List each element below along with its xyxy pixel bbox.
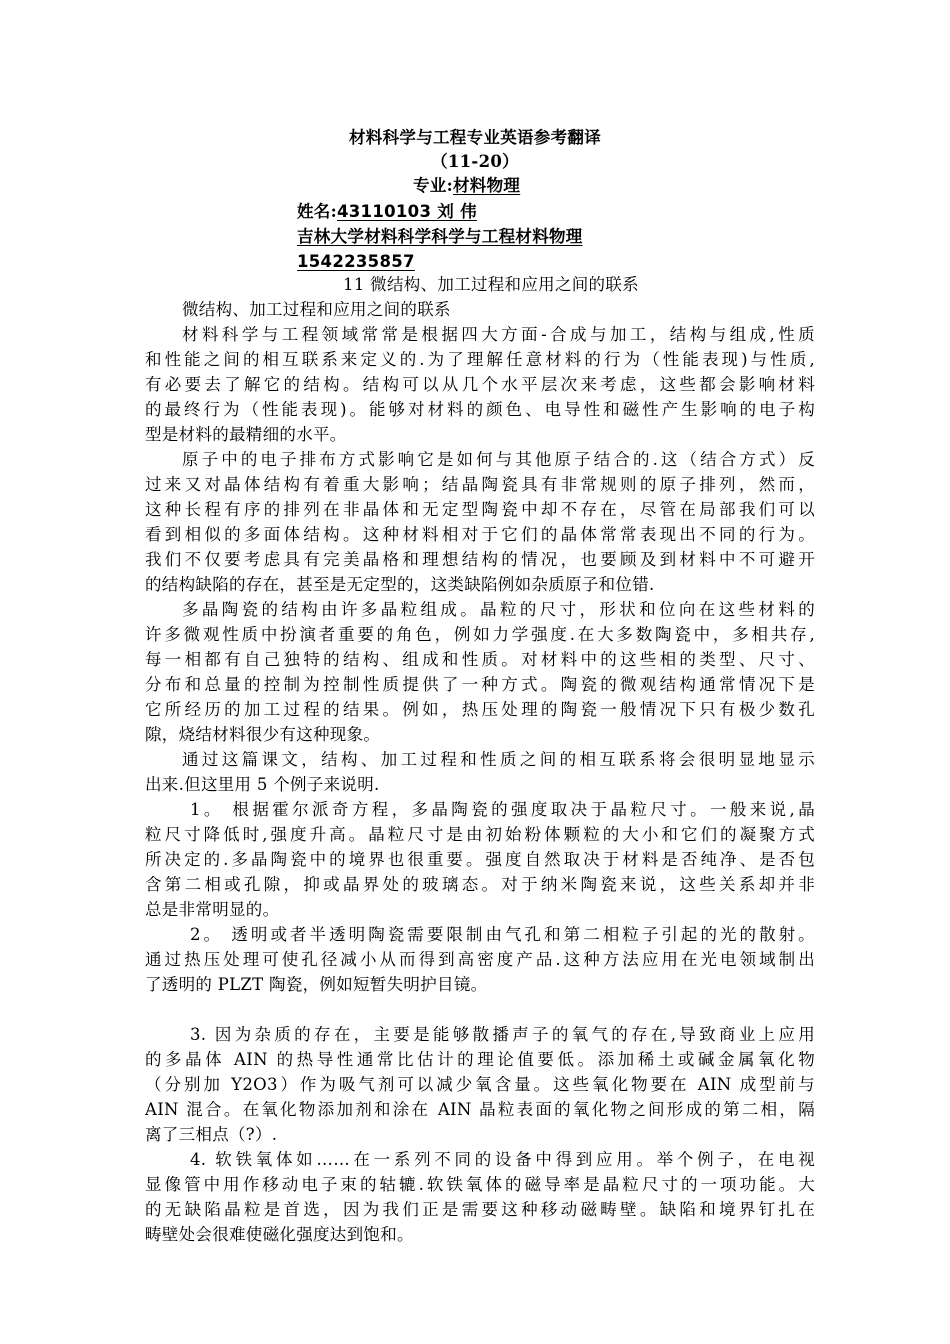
item1-line5: 总是非常明显的。	[145, 900, 280, 919]
para3-line5: 它所经历的加工过程的结果。例如，热压处理的陶瓷一般情况下只有极少数孔	[145, 700, 815, 719]
para2-line1: 原子中的电子排布方式影响它是如何与其他原子结合的.这（结合方式）反	[182, 450, 815, 469]
para4-line2: 出来.但这里用 5 个例子来说明.	[145, 775, 380, 794]
para3-line4: 分布和总量的控制为控制性质提供了一种方式。陶瓷的微观结构通常情况下是	[145, 675, 815, 694]
name-value: 43110103 刘 伟	[337, 202, 477, 221]
chapter-range: （11-20）	[431, 152, 519, 171]
para1-line4: 的最终行为（性能表现)。能够对材料的颜色、电导性和磁性产生影响的电子构	[145, 400, 815, 419]
school-line: 吉林大学材料科学科学与工程材料物理	[297, 227, 583, 246]
document-title: 材料科学与工程专业英语参考翻译	[349, 128, 601, 147]
para3-line3: 每一相都有自己独特的结构、组成和性质。对材料中的这些相的类型、尺寸、	[145, 650, 815, 669]
item4-line1: 4. 软铁氧体如……在一系列不同的设备中得到应用。举个例子，在电视	[190, 1150, 815, 1169]
item2-line2: 通过热压处理可使孔径减小从而得到高密度产品.这种方法应用在光电领域制出	[145, 950, 815, 969]
para2-line3: 这种长程有序的排列在非晶体和无定型陶瓷中却不存在，尽管在局部我们可以	[145, 500, 815, 519]
para3-line6: 隙，烧结材料很少有这种现象。	[145, 725, 381, 744]
para1-line1: 材料科学与工程领域常常是根据四大方面-合成与加工，结构与组成,性质	[182, 325, 815, 344]
major-label: 专业:	[413, 176, 453, 195]
para3-line1: 多晶陶瓷的结构由许多晶粒组成。晶粒的尺寸，形状和位向在这些材料的	[182, 600, 815, 619]
phone-line: 1542235857	[297, 252, 415, 271]
section-heading: 11 微结构、加工过程和应用之间的联系	[343, 275, 639, 294]
item3-line1: 3. 因为杂质的存在，主要是能够散播声子的氧气的存在,导致商业上应用	[190, 1025, 815, 1044]
para2-line4: 看到相似的多面体结构。这种材料相对于它们的晶体常常表现出不同的行为。	[145, 525, 815, 544]
item4-line4: 畴壁处会很难使磁化强度达到饱和。	[145, 1225, 414, 1244]
item3-line3: （分别加 Y2O3）作为吸气剂可以减少氧含量。这些氧化物要在 AIN 成型前与	[145, 1075, 815, 1094]
item1-line3: 所决定的.多晶陶瓷中的境界也很重要。强度自然取决于材料是否纯净、是否包	[145, 850, 815, 869]
item1-line2: 粒尺寸降低时,强度升高。晶粒尺寸是由初始粉体颗粒的大小和它们的凝聚方式	[145, 825, 815, 844]
name-line	[297, 200, 477, 224]
major-value: 材料物理	[453, 176, 521, 195]
para2-line2: 过来又对晶体结构有着重大影响；结晶陶瓷具有非常规则的原子排列，然而，	[145, 475, 815, 494]
section-subheading: 微结构、加工过程和应用之间的联系	[182, 300, 451, 319]
item1-line1: 1。 根据霍尔派奇方程，多晶陶瓷的强度取决于晶粒尺寸。一般来说,晶	[190, 800, 815, 819]
item3-line2: 的多晶体 AIN 的热导性通常比估计的理论值要低。添加稀土或碱金属氧化物	[145, 1050, 815, 1069]
item3-line5: 离了三相点（?）.	[145, 1125, 278, 1144]
para4-line1: 通过这篇课文，结构、加工过程和性质之间的相互联系将会很明显地显示	[182, 750, 815, 769]
item3-line4: AIN 混合。在氧化物添加剂和涂在 AIN 晶粒表面的氧化物之间形成的第二相，隔	[145, 1100, 815, 1119]
para2-line5: 我们不仅要考虑具有完美晶格和理想结构的情况，也要顾及到材料中不可避开	[145, 550, 815, 569]
item2-line3: 了透明的 PLZT 陶瓷，例如短暂失明护目镜。	[145, 975, 488, 994]
item4-line2: 显像管中用作移动电子束的轱辘.软铁氧体的磁导率是晶粒尺寸的一项功能。大	[145, 1175, 815, 1194]
name-label: 姓名:	[297, 202, 337, 221]
para2-line6: 的结构缺陷的存在，甚至是无定型的，这类缺陷例如杂质原子和位错.	[145, 575, 655, 594]
major-line	[413, 174, 520, 198]
para1-line3: 有必要去了解它的结构。结构可以从几个水平层次来考虑，这些都会影响材料	[145, 375, 815, 394]
para3-line2: 许多微观性质中扮演者重要的角色，例如力学强度.在大多数陶瓷中，多相共存,	[145, 625, 815, 644]
item4-line3: 的无缺陷晶粒是首选，因为我们正是需要这种移动磁畴壁。缺陷和境界钉扎在	[145, 1200, 815, 1219]
item1-line4: 含第二相或孔隙，抑或晶界处的玻璃态。对于纳米陶瓷来说，这些关系却并非	[145, 875, 815, 894]
para1-line5: 型是材料的最精细的水平。	[145, 425, 347, 444]
item2-line1: 2。 透明或者半透明陶瓷需要限制由气孔和第二相粒子引起的光的散射。	[190, 925, 815, 944]
para1-line2: 和性能之间的相互联系来定义的.为了理解任意材料的行为（性能表现)与性质,	[145, 350, 815, 369]
